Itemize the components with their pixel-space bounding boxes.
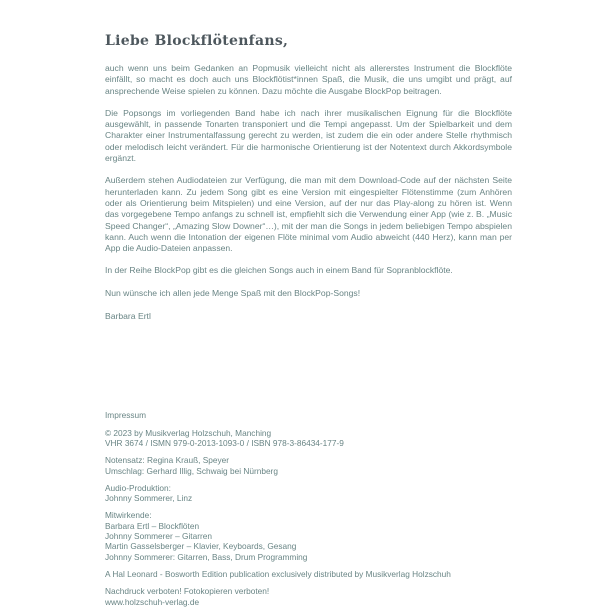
contributors-group xyxy=(105,510,512,561)
audio-production-group xyxy=(105,483,512,504)
page-title: Liebe Blockflötenfans, xyxy=(105,33,289,49)
distribution-group xyxy=(105,569,512,579)
copyright-line: © 2023 by Musikverlag Holzschuh, Manching xyxy=(105,427,272,438)
production-credits-group xyxy=(105,455,512,476)
preface-paragraph: Nun wünsche ich allen jede Menge Spaß mit den BlockPop-Songs! xyxy=(105,287,361,298)
preface-paragraph: auch wenn uns beim Gedanken an Popmusik vielleicht nicht als allererstes Instrument die Blockflöte einfällt, so macht es doch auch uns Blockflötist*innen Spaß, die Musik, die uns umgibt und prägt, auf ansprechende Weise spielen zu können. Dazu möchte die Ausgabe BlockPop beitragen. xyxy=(105,63,512,96)
preface-paragraph: In der Reihe BlockPop gibt es die gleichen Songs auch in einem Band für Sopranblockflöte. xyxy=(105,265,453,276)
audio-production-label: Audio-Produktion: xyxy=(105,482,171,493)
author-signature: Barbara Ertl xyxy=(105,311,151,322)
preface-paragraph: Die Popsongs im vorliegenden Band habe ich nach ihrer musikalischen Eignung für die Blockflöte ausgewählt, in passende Tonarten transponiert und die Tempi angepasst. Um der Spielbarkeit und dem Charakter einer Instrumentalfassung gerecht zu werden, ist zudem die ein oder andere Stelle rhythmisch oder melodisch leicht verändert. Für die harmonische Orientierung ist der Notentext durch Akkordsymbole ergänzt. xyxy=(105,107,512,164)
audio-production-name: Johnny Sommerer, Linz xyxy=(105,493,193,504)
copyright-group xyxy=(105,428,512,449)
impressum-heading: Impressum xyxy=(105,410,147,421)
distribution-line: A Hal Leonard - Bosworth Edition publication exclusively distributed by Musikverlag Holzschuh xyxy=(105,568,451,579)
publisher-url: www.holzschuh-verlag.de xyxy=(105,596,200,607)
copy-prohibition-line: Nachdruck verboten! Fotokopieren verboten! xyxy=(105,586,270,597)
page-content xyxy=(105,33,512,614)
umschlag-line: Umschlag: Gerhard Illig, Schwaig bei Nürnberg xyxy=(105,465,278,476)
contributors-label: Mitwirkende: xyxy=(105,510,152,521)
contributor-line: Johnny Sommerer – Gitarren xyxy=(105,531,212,542)
impressum-heading-group xyxy=(105,410,512,420)
contributor-line: Martin Gasselsberger – Klavier, Keyboards, Gesang xyxy=(105,541,297,552)
contributor-line: Johnny Sommerer: Gitarren, Bass, Drum Programming xyxy=(105,551,308,562)
isbn-line: VHR 3674 / ISMN 979-0-2013-1093-0 / ISBN 978-3-86434-177-9 xyxy=(105,437,344,448)
legal-group xyxy=(105,586,512,607)
contributor-line: Barbara Ertl – Blockflöten xyxy=(105,520,200,531)
impressum-section xyxy=(105,410,512,606)
notensatz-line: Notensatz: Regina Krauß, Speyer xyxy=(105,455,230,466)
preface-paragraph: Außerdem stehen Audiodateien zur Verfügung, die man mit dem Download-Code auf der nächsten Seite herunterladen kann. Zu jedem Song gibt es eine Version mit eingespielter Flötenstimme (zum Anhören oder als Orientierung beim Mitspielen) und eine Version, auf der nur das Play-along zu hören ist. Wenn das vorgegebene Tempo anfangs zu schnell ist, empfiehlt sich die Verwendung einer App (wie z. B. „Music Speed Changer“, „Amazing Slow Downer“…), mit der man die Songs in jedem beliebigen Tempo abspielen kann. Auch wenn die Intonation der eigenen Flöte minimal vom Audio abweicht (440 Herz), kann man per App die Audio-Dateien anpassen. xyxy=(105,175,512,254)
